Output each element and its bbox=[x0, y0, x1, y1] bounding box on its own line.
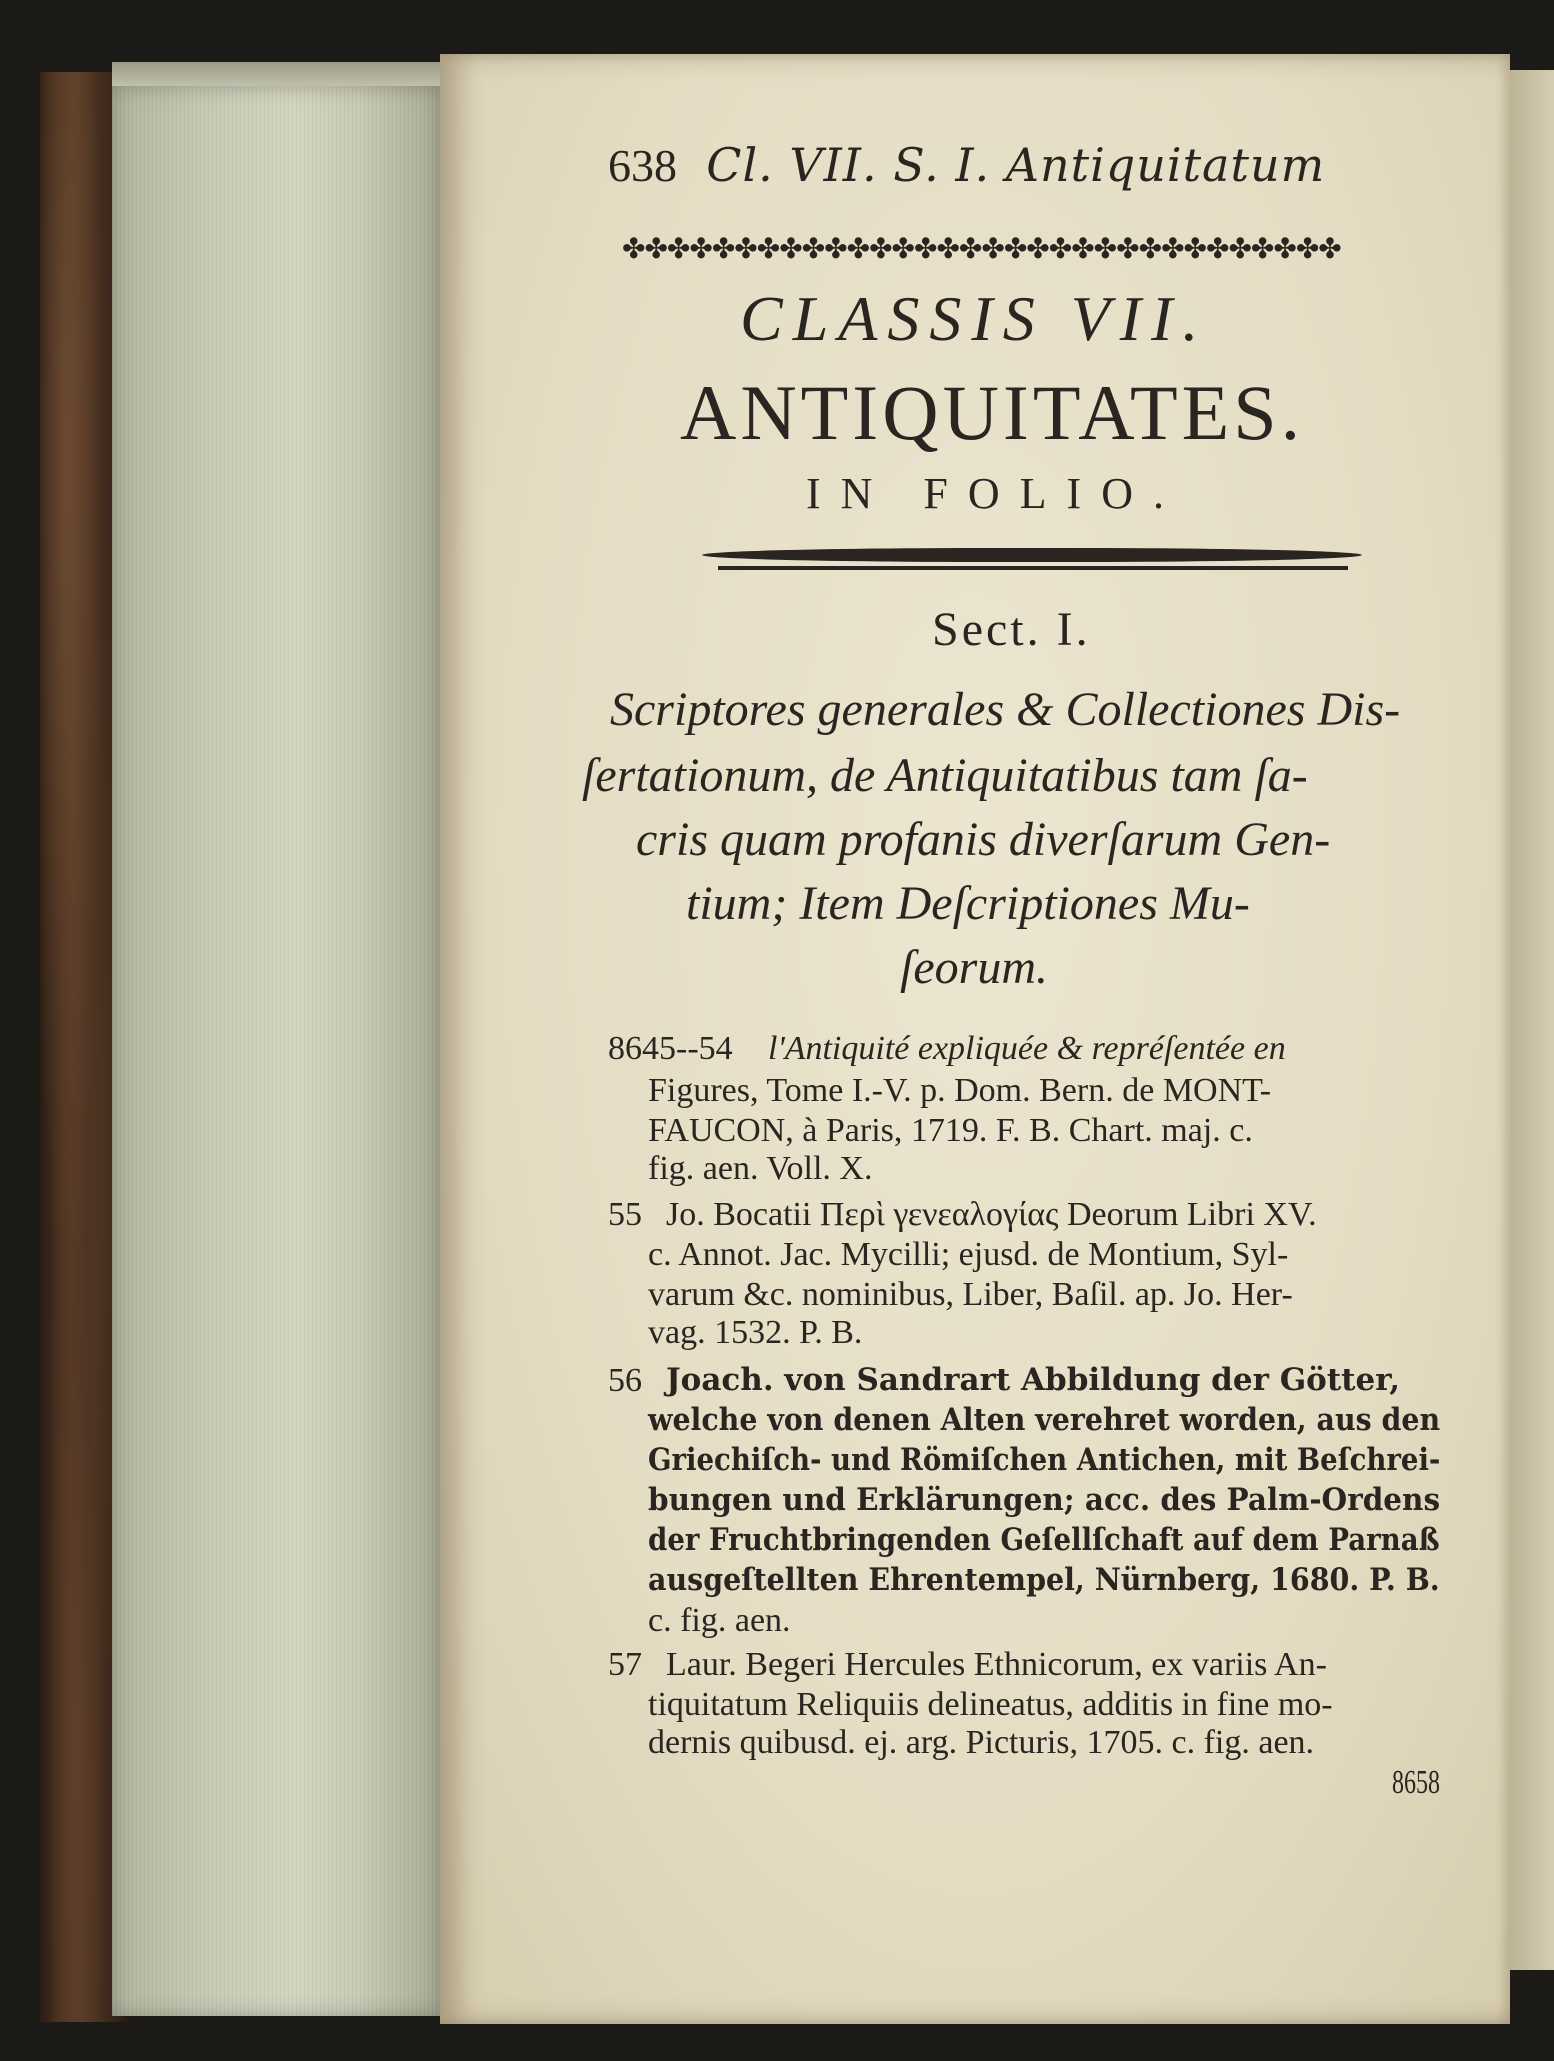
entry-line: Figures, Tome I.-V. p. Dom. Bern. de MONT- bbox=[648, 1072, 1272, 1109]
page-edges bbox=[112, 86, 442, 2016]
entry-line: FAUCON, à Paris, 1719. F. B. Chart. maj. c. bbox=[648, 1112, 1253, 1149]
page-number: 638 bbox=[608, 140, 677, 191]
entry-line: Joach. von Sandrart Abbildung der Götter, bbox=[666, 1362, 1401, 1398]
running-head bbox=[608, 138, 1325, 192]
entry-line: l'Antiquité expliquée & repréſentée en bbox=[768, 1030, 1286, 1067]
entry-line: varum &c. nominibus, Liber, Baſil. ap. Jo. Her- bbox=[648, 1276, 1293, 1313]
entry-line: tiquitatum Reliquiis delineatus, additis in fine mo- bbox=[648, 1686, 1333, 1723]
entry-line: dernis quibusd. ej. arg. Picturis, 1705. c. fig. aen. bbox=[648, 1724, 1315, 1761]
section-heading-line: tium; Item Deſcriptiones Mu- bbox=[686, 877, 1250, 930]
main-title: ANTIQUITATES. bbox=[680, 369, 1305, 456]
entry-line: ausgeſtellten Ehrentempel, Nürnberg, 1680. P. B. bbox=[648, 1562, 1440, 1598]
entry-line: fig. aen. Voll. X. bbox=[648, 1150, 873, 1187]
entry-line: der Fruchtbringenden Geſellſchaft auf dem Parnaß bbox=[648, 1522, 1440, 1558]
format-subtitle: IN FOLIO. bbox=[806, 469, 1184, 518]
section-heading-line: cris quam profanis diverſarum Gen- bbox=[636, 813, 1331, 866]
entry-number: 57 bbox=[608, 1646, 642, 1683]
entry-line: welche von denen Alten verehret worden, aus den bbox=[648, 1402, 1441, 1438]
section-heading-line: ſeorum. bbox=[900, 941, 1048, 994]
class-title: CLASSIS VII. bbox=[740, 283, 1209, 354]
entry-line: vag. 1532. P. B. bbox=[648, 1314, 863, 1351]
catchword: 8658 bbox=[1392, 1764, 1441, 1801]
entry-line: c. fig. aen. bbox=[648, 1602, 791, 1639]
entry-number: 8645--54 bbox=[608, 1030, 733, 1067]
entry-line: Laur. Begeri Hercules Ethnicorum, ex variis An- bbox=[666, 1646, 1327, 1683]
section-title: Sect. I. bbox=[932, 603, 1091, 656]
ornament-band: ✤✤✤✤✤✤✤✤✤✤✤✤✤✤✤✤✤✤✤✤✤✤✤✤✤✤✤✤✤✤✤✤ bbox=[622, 232, 1341, 265]
decorative-rule bbox=[702, 548, 1362, 562]
decorative-rule-thin bbox=[718, 566, 1348, 570]
section-heading-line: ſertationum, de Antiquitatibus tam ſa- bbox=[582, 749, 1308, 802]
entry-line: Griechiſch- und Römiſchen Antichen, mit Beſchrei- bbox=[648, 1442, 1441, 1478]
section-heading-line: Scriptores generales & Collectiones Dis- bbox=[610, 683, 1401, 736]
entry-number: 55 bbox=[608, 1196, 642, 1233]
running-title: Cl. VII. S. I. Antiquitatum bbox=[706, 138, 1326, 192]
entry-number: 56 bbox=[608, 1362, 642, 1399]
entry-line: Jo. Bocatii Περὶ γενεαλογίας Deorum Libri XV. bbox=[666, 1196, 1317, 1233]
entry-line: bungen und Erklärungen; acc. des Palm-Ordens bbox=[648, 1482, 1441, 1518]
entry-line: c. Annot. Jac. Mycilli; ejusd. de Montium, Syl- bbox=[648, 1236, 1289, 1273]
